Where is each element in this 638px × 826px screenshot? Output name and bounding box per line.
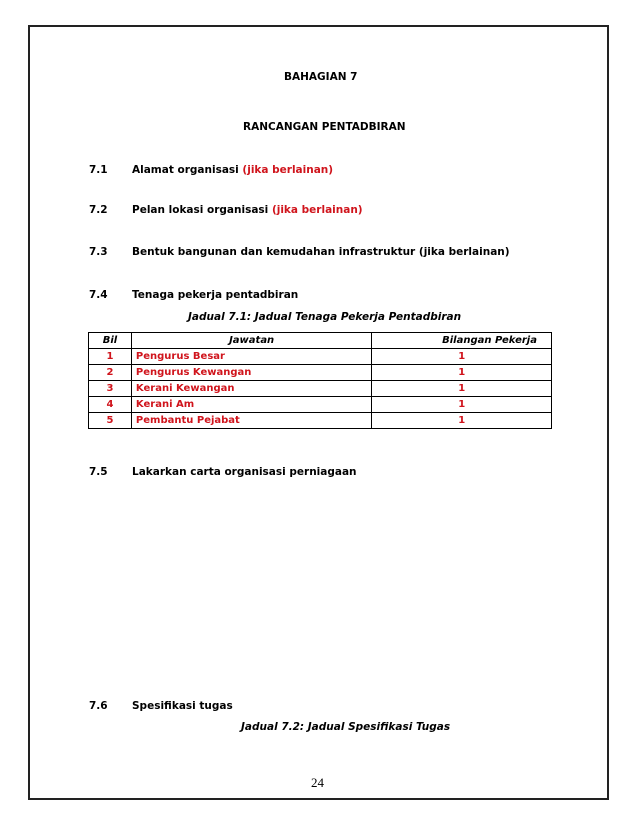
item-text-7-3: Bentuk bangunan dan kemudahan infrastruktur (jika berlainan) <box>132 246 510 258</box>
item-number-7-4: 7.4 <box>89 289 108 301</box>
item-text-7-1 <box>132 164 333 176</box>
item-label: Pelan lokasi organisasi <box>132 204 269 216</box>
page-number: 24 <box>311 775 324 790</box>
staff-table <box>88 332 552 429</box>
table-row <box>89 413 552 429</box>
cell-bilangan: 1 <box>372 349 552 365</box>
cell-jawatan: Pengurus Kewangan <box>131 365 371 381</box>
item-text-7-2 <box>132 204 363 216</box>
cell-bilangan: 1 <box>372 413 552 429</box>
cell-bil: 5 <box>89 413 132 429</box>
item-text-7-4: Tenaga pekerja pentadbiran <box>132 289 299 301</box>
item-number-7-3: 7.3 <box>89 246 108 258</box>
item-number-7-5: 7.5 <box>89 466 108 478</box>
cell-bilangan: 1 <box>372 381 552 397</box>
item-note: (jika berlainan) <box>271 204 363 216</box>
header-jawatan: Jawatan <box>131 333 371 349</box>
item-number-7-2: 7.2 <box>89 204 108 216</box>
cell-jawatan: Pengurus Besar <box>131 349 371 365</box>
section-subheading: RANCANGAN PENTADBIRAN <box>243 121 406 133</box>
cell-bilangan: 1 <box>372 365 552 381</box>
table-row <box>89 381 552 397</box>
cell-jawatan: Kerani Am <box>131 397 371 413</box>
cell-bil: 1 <box>89 349 132 365</box>
table1-caption: Jadual 7.1: Jadual Tenaga Pekerja Pentadbiran <box>188 311 462 323</box>
table-header-row <box>89 333 552 349</box>
cell-bilangan: 1 <box>372 397 552 413</box>
header-bilangan-pekerja: Bilangan Pekerja <box>372 333 552 349</box>
item-label: Alamat organisasi <box>132 164 239 176</box>
table-row <box>89 365 552 381</box>
table2-caption: Jadual 7.2: Jadual Spesifikasi Tugas <box>241 721 451 733</box>
cell-bil: 4 <box>89 397 132 413</box>
item-note: (jika berlainan) <box>242 164 334 176</box>
item-text-7-6: Spesifikasi tugas <box>132 700 233 712</box>
cell-jawatan: Kerani Kewangan <box>131 381 371 397</box>
header-bil: Bil <box>89 333 132 349</box>
cell-bil: 2 <box>89 365 132 381</box>
cell-bil: 3 <box>89 381 132 397</box>
section-heading: BAHAGIAN 7 <box>284 71 358 83</box>
cell-jawatan: Pembantu Pejabat <box>131 413 371 429</box>
item-text-7-5: Lakarkan carta organisasi perniagaan <box>132 466 357 478</box>
item-number-7-1: 7.1 <box>89 164 108 176</box>
table-row <box>89 397 552 413</box>
item-number-7-6: 7.6 <box>89 700 108 712</box>
table-row <box>89 349 552 365</box>
